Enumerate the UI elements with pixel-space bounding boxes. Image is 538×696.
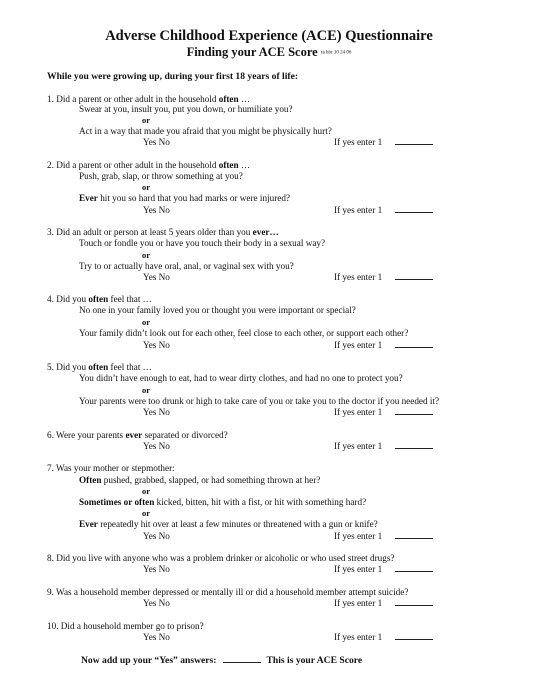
question-3: 3. Did an adult or person at least 5 years older than you ever…: [47, 227, 279, 237]
q1-or: or: [142, 115, 151, 125]
total-score-line: [81, 655, 362, 666]
question-4: 4. Did you often feel that …: [47, 294, 152, 304]
q6-yes-no[interactable]: Yes No: [143, 441, 170, 451]
q7-option-b: Sometimes or often kicked, bitten, hit with a fist, or hit with something hard?: [79, 497, 367, 507]
q3-or: or: [142, 250, 151, 260]
q7-yes-no[interactable]: Yes No: [143, 531, 170, 541]
q4-yes-no[interactable]: Yes No: [143, 340, 170, 350]
q2-option-a: Push, grab, slap, or throw something at you?: [79, 171, 243, 181]
question-5: 5. Did you often feel that …: [47, 362, 152, 372]
q4-option-b: Your family didn’t look out for each other, feel close to each other, or support each other?: [79, 328, 409, 338]
q8-score-entry[interactable]: If yes enter 1: [334, 564, 433, 575]
q6-score-entry[interactable]: If yes enter 1: [334, 441, 433, 452]
question-8: 8. Did you live with anyone who was a problem drinker or alcoholic or who used street drugs?: [47, 553, 395, 563]
total-score-blank[interactable]: [223, 655, 261, 663]
total-label: Now add up your “Yes” answers:: [81, 655, 217, 666]
q5-score-blank[interactable]: [395, 407, 433, 415]
q5-option-a: You didn’t have enough to eat, had to wear dirty clothes, and had no one to protect you?: [79, 373, 403, 383]
q3-score-blank[interactable]: [395, 272, 433, 280]
q2-option-b: Ever hit you so hard that you had marks or were injured?: [79, 193, 291, 203]
q1-yes-no[interactable]: Yes No: [143, 137, 170, 147]
q9-score-blank[interactable]: [395, 598, 433, 606]
q1-score-entry[interactable]: If yes enter 1: [334, 137, 433, 148]
q2-score-blank[interactable]: [395, 205, 433, 213]
q8-score-blank[interactable]: [395, 564, 433, 572]
q3-yes-no[interactable]: Yes No: [143, 272, 170, 282]
q3-option-a: Touch or fondle you or have you touch their body in a sexual way?: [79, 238, 326, 248]
q9-yes-no[interactable]: Yes No: [143, 598, 170, 608]
q5-score-entry[interactable]: If yes enter 1: [334, 407, 433, 418]
question-7: 7. Was your mother or stepmother:: [47, 463, 175, 473]
q1-option-b: Act in a way that made you afraid that you might be physically hurt?: [79, 126, 332, 136]
question-1: 1. Did a parent or other adult in the household often …: [47, 94, 251, 104]
page-subtitle: [0, 45, 538, 60]
intro-text: While you were growing up, during your first 18 years of life:: [47, 71, 299, 82]
question-10: 10. Did a household member go to prison?: [47, 621, 204, 631]
question-9: 9. Was a household member depressed or mentally ill or did a household member attempt suicide?: [47, 587, 409, 597]
q1-option-a: Swear at you, insult you, put you down, or humiliate you?: [79, 104, 293, 114]
q7-or-1: or: [142, 486, 151, 496]
subtitle-note: ra hbr 10 24 06: [320, 50, 352, 56]
total-score-caption: This is your ACE Score: [266, 655, 363, 666]
q5-yes-no[interactable]: Yes No: [143, 407, 170, 417]
q4-score-blank[interactable]: [395, 340, 433, 348]
q3-option-b: Try to or actually have oral, anal, or vaginal sex with you?: [79, 261, 294, 271]
page-title: Adverse Childhood Experience (ACE) Questionnaire: [105, 28, 433, 44]
q2-yes-no[interactable]: Yes No: [143, 205, 170, 215]
q10-score-blank[interactable]: [395, 632, 433, 640]
q2-score-entry[interactable]: If yes enter 1: [334, 205, 433, 216]
question-6: 6. Were your parents ever separated or divorced?: [47, 430, 228, 440]
q4-score-entry[interactable]: If yes enter 1: [334, 340, 433, 351]
q7-or-2: or: [142, 508, 151, 518]
q7-option-a: Often pushed, grabbed, slapped, or had something thrown at her?: [79, 475, 321, 485]
q1-score-blank[interactable]: [395, 137, 433, 145]
q5-option-b: Your parents were too drunk or high to take care of you or take you to the doctor if you needed it?: [79, 396, 440, 406]
subtitle-text: Finding your ACE Score: [186, 45, 318, 59]
q9-score-entry[interactable]: If yes enter 1: [334, 598, 433, 609]
q3-score-entry[interactable]: If yes enter 1: [334, 272, 433, 283]
q4-or: or: [142, 317, 151, 327]
q10-yes-no[interactable]: Yes No: [143, 632, 170, 642]
q5-or: or: [142, 385, 151, 395]
q10-score-entry[interactable]: If yes enter 1: [334, 632, 433, 643]
q7-option-c: Ever repeatedly hit over at least a few minutes or threatened with a gun or knife?: [79, 519, 378, 529]
q8-yes-no[interactable]: Yes No: [143, 564, 170, 574]
q4-option-a: No one in your family loved you or thought you were important or special?: [79, 305, 356, 315]
q6-score-blank[interactable]: [395, 441, 433, 449]
q7-score-entry[interactable]: If yes enter 1: [334, 531, 433, 542]
q7-score-blank[interactable]: [395, 531, 433, 539]
question-2: 2. Did a parent or other adult in the household often …: [47, 160, 251, 170]
q2-or: or: [142, 182, 151, 192]
